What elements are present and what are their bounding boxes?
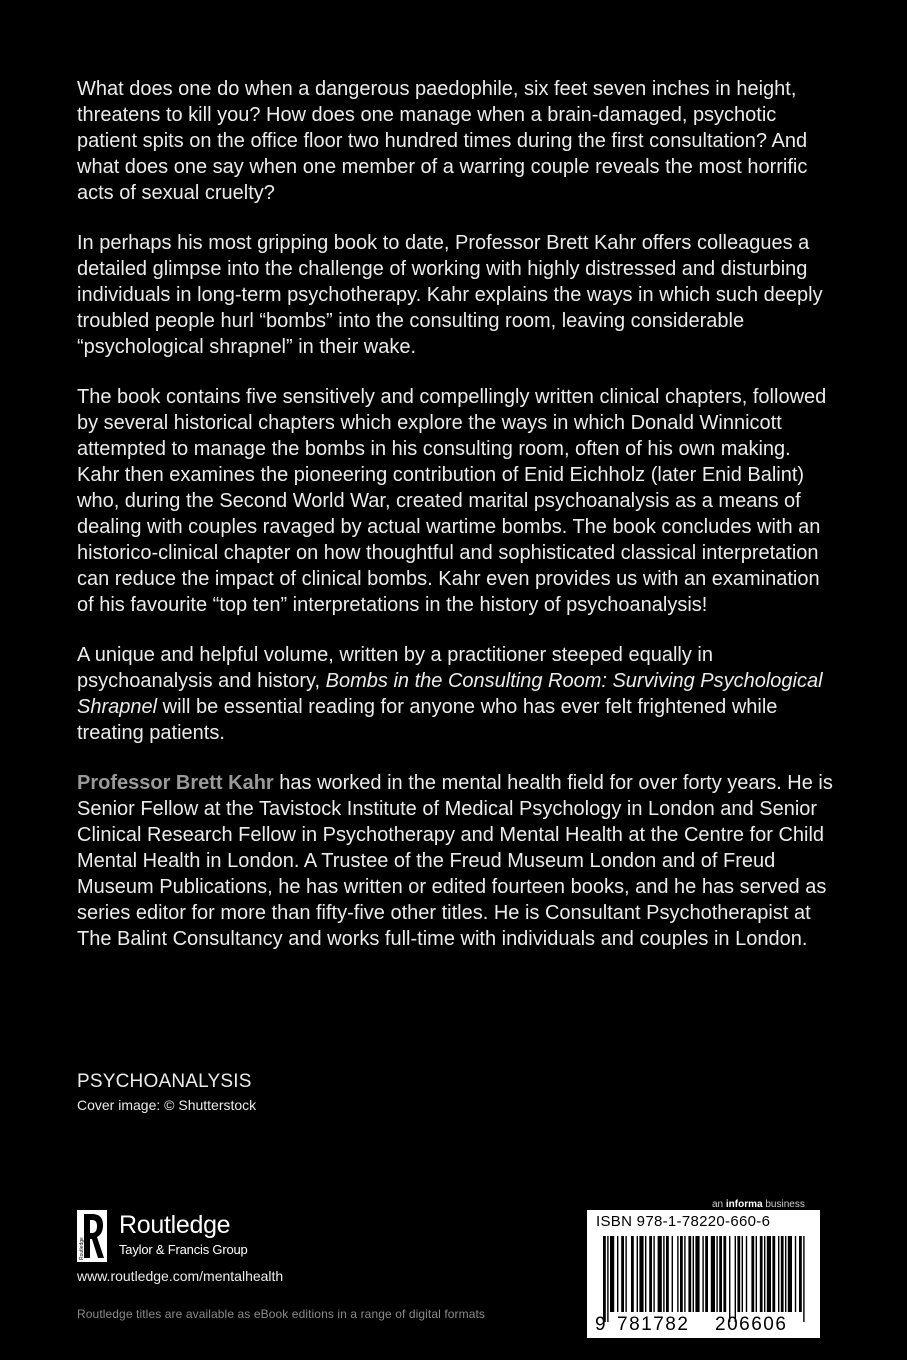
back-cover-blurb (77, 76, 837, 976)
blurb-p4-tail: will be essential reading for anyone who has ever felt frightened while treating patients. (77, 696, 778, 744)
barcode-bar (795, 1236, 796, 1312)
barcode-bar (663, 1236, 664, 1312)
barcode-lead-digit: 9 (595, 1314, 606, 1335)
barcode-bar (719, 1236, 722, 1312)
barcode-bar (639, 1236, 643, 1312)
barcode-bar (658, 1236, 662, 1312)
barcode-bar (788, 1236, 792, 1312)
barcode-bar (653, 1236, 654, 1312)
barcode-bar (610, 1236, 614, 1312)
barcode-bar (785, 1236, 786, 1312)
barcode-bar (649, 1236, 652, 1312)
barcode-bar (672, 1236, 673, 1312)
barcode-bar (711, 1236, 715, 1312)
book-title: Bombs in the Consulting Room: Surviving Psychological Shrapnel (77, 670, 823, 718)
logo-mark-letters: Routledge (79, 1237, 85, 1260)
barcode-bar (607, 1236, 608, 1322)
author-bio-text: has worked in the mental health field for over forty years. He is Senior Fellow at the Tavistock Institute of Medical Psychology in London and Senior Clinical Research Fellow in Psychotherapy and Mental Health at the Centre for Child Mental Health in London. A Trustee of the Freud Museum London and of Freud Museum Publications, he has written or edited fourteen books, and he has served as series editor for more than fifty-five other titles. He is Consultant Psychotherapist at The Balint Consultancy and works full-time with individuals and couples in London. (77, 772, 833, 950)
barcode-bar (737, 1236, 740, 1312)
author-name: Professor Brett Kahr (77, 772, 274, 794)
barcode-bar (760, 1236, 763, 1312)
barcode-bar (637, 1236, 638, 1312)
barcode-bar (702, 1236, 703, 1312)
barcode-bar (705, 1236, 708, 1312)
routledge-logo (77, 1210, 317, 1264)
barcode-bar (617, 1236, 618, 1312)
barcode-bar (746, 1236, 747, 1312)
author-bio (77, 770, 837, 952)
blurb-paragraph-2: In perhaps his most gripping book to date, Professor Brett Kahr offers colleagues a detailed glimpse into the challenge of working with highly distressed and disturbing individuals in long-term psychotherapy. Kahr explains the ways in which such deeply troubled people hurl “bombs” into the consulting room, leaving considerable “psychological shrapnel” in their wake. (77, 232, 823, 358)
isbn-barcode (587, 1210, 820, 1338)
blurb-paragraph-3: The book contains five sensitively and compellingly written clinical chapters, followed by several historical chapters which explore the ways in which Donald Winnicott attempted to manage the bombs in his consulting room, often of his own making. Kahr then examines the pioneering contribution of Enid Eichholz (later Enid Balint) who, during the Second World War, created marital psychoanalysis as a means of dealing with couples ravaged by actual wartime bombs. The book concludes with an historico-clinical chapter on how thoughtful and sophisticated classical interpretation can reduce the impact of clinical bombs. Kahr even provides us with an examination of his favourite “top ten” interpretations in the history of psychoanalysis! (77, 386, 827, 616)
publisher-url[interactable]: www.routledge.com/mentalhealth (77, 1268, 284, 1284)
barcode-bar (781, 1236, 784, 1312)
barcode-bar (693, 1236, 694, 1312)
barcode-bar (778, 1236, 779, 1312)
informa-brand: informa (725, 1199, 763, 1210)
blurb-paragraph-1: What does one do when a dangerous paedophile, six feet seven inches in height, threatens to kill you? How does one manage when a brain-damaged, psychotic patient spits on the office floor two hundred times during the first consultation? And what does one say when one member of a warring couple reveals the most horrific acts of sexual cruelty? (77, 78, 808, 204)
barcode-bar (767, 1236, 771, 1312)
informa-suffix: business (762, 1199, 805, 1210)
barcode-bar (756, 1236, 757, 1312)
barcode-bar (803, 1236, 804, 1322)
barcode-bar (677, 1236, 678, 1312)
barcode-bar (742, 1236, 743, 1312)
barcode-bar (631, 1236, 634, 1312)
subject-category: PSYCHOANALYSIS (77, 1071, 252, 1092)
routledge-r-icon (77, 1210, 107, 1262)
barcode-bar (695, 1236, 699, 1312)
barcode-bar (723, 1236, 726, 1312)
publisher-name: Routledge (119, 1211, 231, 1239)
barcode-bar (625, 1236, 626, 1312)
barcode-bar (799, 1236, 802, 1312)
barcode-bar (645, 1236, 646, 1312)
barcode-bar (772, 1236, 775, 1312)
barcode-bar (688, 1236, 691, 1312)
barcode-bar (666, 1236, 669, 1312)
blurb-paragraph-4 (77, 642, 837, 746)
barcode-bar (603, 1236, 606, 1322)
ebook-note: Routledge titles are available as eBook editions in a range of digital formats (77, 1307, 486, 1321)
barcode-digits (587, 1314, 820, 1336)
barcode-bar (751, 1236, 754, 1312)
barcode-digits-right: 206606 (715, 1314, 788, 1335)
barcode-bar (684, 1236, 685, 1312)
informa-prefix: an (712, 1199, 726, 1210)
blurb-p4-lead: A unique and helpful volume, written by a practitioner steeped equally in psychoanalysis and history, (77, 644, 713, 692)
barcode-bar (680, 1236, 683, 1312)
barcode-bar (735, 1236, 736, 1322)
barcode-bar (729, 1236, 730, 1322)
barcode-digits-left: 781782 (617, 1314, 690, 1335)
barcode-bar (716, 1236, 717, 1312)
publisher-group: Taylor & Francis Group (119, 1242, 248, 1257)
cover-image-credit: Cover image: © Shutterstock (77, 1097, 257, 1113)
barcode-bar (621, 1236, 624, 1312)
barcode-bar (764, 1236, 765, 1312)
barcode-bars (595, 1236, 813, 1322)
informa-business-tag (712, 1199, 805, 1210)
isbn-label: ISBN 978-1-78220-660-6 (596, 1213, 771, 1230)
